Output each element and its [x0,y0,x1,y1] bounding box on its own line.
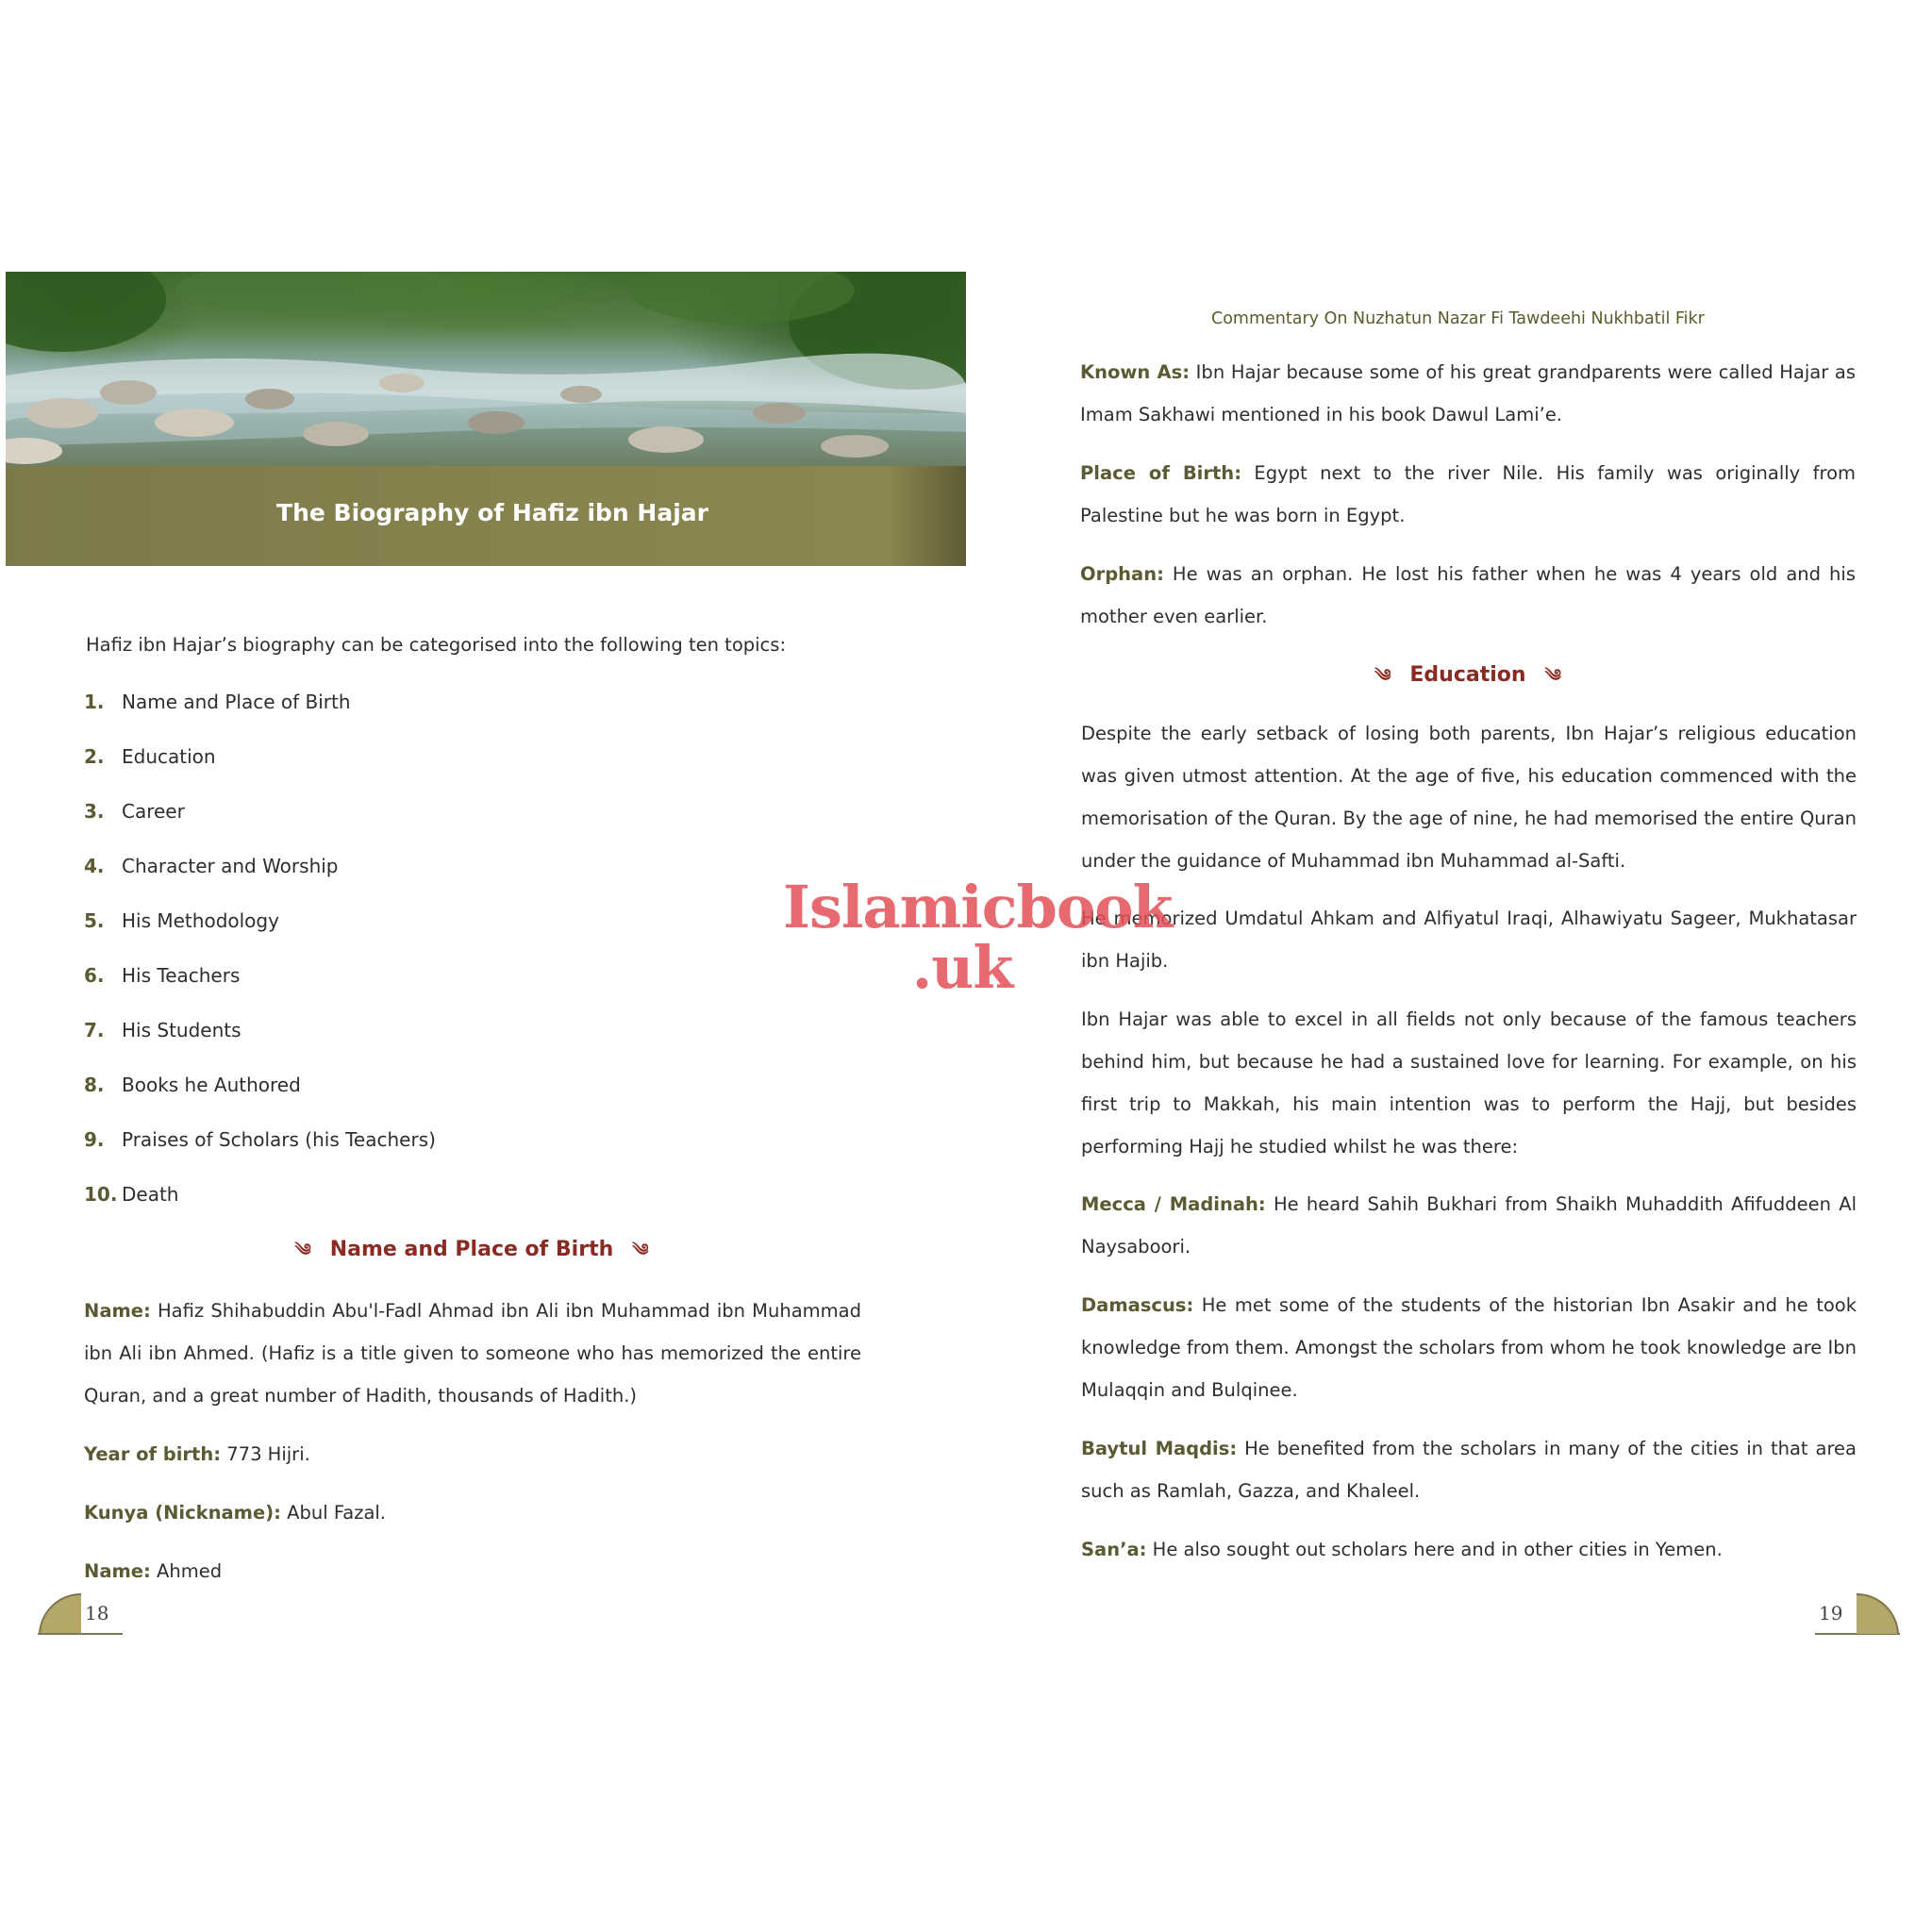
ornament-left-icon: ༄ [1374,666,1391,686]
page-number-right: 19 [1819,1602,1843,1624]
topic-number: 2. [84,745,105,768]
orphan-entry [1080,553,1856,638]
entry-text: He benefited from the scholars in many of the cities in that area such as Ramlah, Gazza, and Khaleel. [1081,1438,1857,1502]
sana-entry [1081,1528,1857,1571]
topic-item [84,1123,858,1177]
page-corner-right-icon [1853,1592,1900,1636]
topic-number: 3. [84,800,105,823]
topic-label: His Students [122,1019,242,1041]
mecca-madinah-entry [1081,1183,1857,1268]
topic-label: Death [122,1183,179,1206]
ornament-right-icon: ༄ [1544,666,1561,686]
topic-list [84,685,858,1232]
topic-number: 1. [84,691,105,713]
entry-label: Kunya (Nickname): [84,1502,281,1524]
topic-item [84,740,858,794]
watermark [783,873,1173,1002]
section-heading-text: Education [1409,663,1526,687]
entry-label: Baytul Maqdis: [1081,1438,1238,1459]
entry-text: Hafiz Shihabuddin Abu'l-Fadl Ahmad ibn Ali ibn Muhammad ibn Muhammad ibn Ali ibn Ahmed. (Hafiz is a title given to someone who has memorized the entire Quran, and a great number of Hadith, thousands of Hadith.) [84,1300,861,1407]
name-entry [84,1290,861,1417]
topic-label: Career [122,800,185,823]
topic-label: His Methodology [122,909,279,932]
topic-item [84,685,858,740]
education-paragraph-1: Despite the early setback of losing both parents, Ibn Hajar’s religious education was given utmost attention. At the age of five, his education commenced with the memorisation of the Quran. By the age of nine, he had memorised the entire Quran under the guidance of Muhammad ibn Muhammad al-Safti. [1081,723,1857,872]
page-corner-left-icon [38,1592,85,1636]
watermark-line-2: .uk [911,933,1013,1002]
section-heading-name-birth [189,1232,755,1279]
entry-label: Damascus: [1081,1294,1194,1316]
entry-text: Ahmed [150,1560,223,1582]
known-as-entry [1080,351,1856,436]
topic-number: 9. [84,1128,105,1151]
topic-item [84,904,858,958]
damascus-entry [1081,1284,1857,1411]
entry-text: 773 Hijri. [221,1443,310,1465]
entry-text: He was an orphan. He lost his father when he was 4 years old and his mother even earlier. [1080,563,1856,627]
topic-label: Praises of Scholars (his Teachers) [122,1128,436,1151]
title-band [6,466,966,566]
education-paragraph-2: He memorized Umdatul Ahkam and Alfiyatul Iraqi, Alhawiyatu Sageer, Mukhatasar ibn Hajib. [1081,908,1857,972]
kunya-entry [84,1491,861,1534]
topic-label: Books he Authored [122,1074,301,1096]
page-number-left: 18 [85,1602,109,1624]
topic-number: 5. [84,909,105,932]
topic-number: 4. [84,855,105,877]
chapter-banner [6,272,966,566]
topic-number: 8. [84,1074,105,1096]
entry-label: Year of birth: [84,1443,222,1465]
entry-text: He heard Sahih Bukhari from Shaikh Muhaddith Afifuddeen Al Naysaboori. [1081,1193,1857,1257]
topic-item [84,849,858,904]
entry-text: Ibn Hajar because some of his great grandparents were called Hajar as Imam Sakhawi mentioned in his book Dawul Lami’e. [1080,361,1856,425]
ornament-left-icon: ༄ [294,1241,311,1260]
name-short-entry [84,1550,861,1592]
entry-label: Name: [84,1300,151,1322]
topic-label: Character and Worship [122,855,339,877]
entry-label: Place of Birth: [1080,462,1241,484]
entry-label: Orphan: [1080,563,1164,585]
intro-text: Hafiz ibn Hajar’s biography can be categorised into the following ten topics: [86,634,787,656]
topic-item [84,958,858,1013]
topic-item [84,1068,858,1123]
topic-item [84,1013,858,1068]
chapter-title: The Biography of Hafiz ibn Hajar [276,499,708,526]
topic-label: Education [122,745,216,768]
river-photo [6,272,966,466]
topic-number: 7. [84,1019,105,1041]
entry-label: Known As: [1080,361,1191,383]
entry-label: San’a: [1081,1539,1147,1560]
entry-label: Mecca / Madinah: [1081,1193,1266,1215]
topic-label: Name and Place of Birth [122,691,351,713]
baytul-maqdis-entry [1081,1427,1857,1512]
section-heading-education [1185,658,1751,705]
topic-number: 10. [84,1183,118,1206]
place-of-birth-entry [1080,452,1856,537]
entry-text: Egypt next to the river Nile. His family was originally from Palestine but he was born in Egypt. [1080,462,1856,526]
entry-text: He met some of the students of the historian Ibn Asakir and he took knowledge from them. Amongst the scholars from whom he took knowledge are Ibn Mulaqqin and Bulqinee. [1081,1294,1857,1401]
entry-text: Abul Fazal. [280,1502,387,1524]
topic-item [84,794,858,849]
section-heading-text: Name and Place of Birth [329,1238,614,1261]
watermark-line-1: Islamicbook [783,873,1173,941]
running-head: Commentary On Nuzhatun Nazar Fi Tawdeehi Nukhbatil Fikr [1211,309,1705,328]
topic-number: 6. [84,964,105,987]
year-of-birth-entry [84,1433,861,1475]
entry-text: He also sought out scholars here and in other cities in Yemen. [1146,1539,1723,1560]
topic-item [84,1177,858,1232]
education-paragraph-3: Ibn Hajar was able to excel in all fields not only because of the famous teachers behind him, but because he had a sustained love for learning. For example, on his first trip to Makkah, his main intention was to perform the Hajj, but besides performing Hajj he studied whilst he was there: [1081,1008,1857,1158]
ornament-right-icon: ༄ [632,1241,649,1260]
page-rule-left [38,1633,123,1635]
topic-label: His Teachers [122,964,241,987]
entry-label: Name: [84,1560,151,1582]
